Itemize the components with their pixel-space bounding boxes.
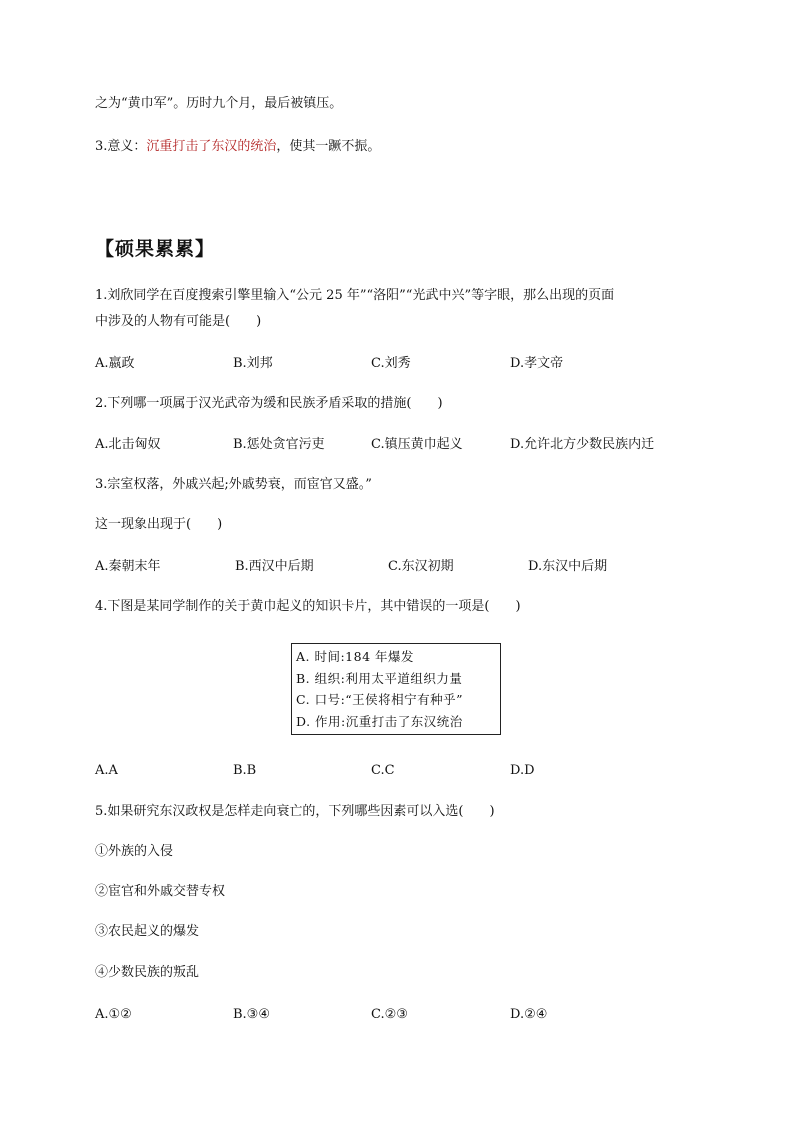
card-line-b: B. 组织:利用太平道组织力量 [296,670,463,686]
significance-line [95,138,380,156]
q3-option-d: D.东汉中后期 [528,559,608,574]
q4-stem: 4.下图是某同学制作的关于黄巾起义的知识卡片，其中错误的一项是( ) [95,599,521,614]
significance-prefix: 3.意义： [95,139,147,154]
q4-option-c: C.C [371,763,395,778]
q5-stem: 5.如果研究东汉政权是怎样走向衰亡的，下列哪些因素可以入选( ) [95,804,495,819]
q5-option-c: C.②③ [371,1007,408,1022]
q5-item-1: ①外族的入侵 [95,844,174,859]
q3-option-a: A.秦朝末年 [95,559,161,574]
q1-stem-line1: 1.刘欣同学在百度搜索引擎里输入“公元 25 年”“洛阳”“光武中兴”等字眼，那么出现的页面 [95,288,615,303]
q4-option-b: B.B [233,763,257,778]
q1-option-b: B.刘邦 [233,356,273,371]
q5-option-b: B.③④ [233,1007,270,1022]
knowledge-card [291,643,501,735]
q4-option-a: A.A [95,763,118,778]
intro-line: 之为“黄巾军”。历时九个月，最后被镇压。 [95,96,343,111]
q3-stem-line1: 3.宗室权落，外戚兴起;外戚势衰，而宦官又盛。” [95,477,372,492]
q3-option-b: B.西汉中后期 [235,559,314,574]
q2-option-a: A.北击匈奴 [95,437,161,452]
q4-option-d: D.D [510,763,535,778]
significance-highlight: 沉重打击了东汉的统治 [146,139,277,154]
q1-option-d: D.孝文帝 [510,356,564,371]
section-title: 【硕果累累】 [95,238,216,260]
q1-option-a: A.嬴政 [95,356,135,371]
q5-option-d: D.②④ [510,1007,548,1022]
q2-option-b: B.惩处贪官污吏 [233,437,325,452]
q2-option-c: C.镇压黄巾起义 [371,437,463,452]
q2-option-d: D.允许北方少数民族内迁 [510,437,655,452]
q5-item-2: ②宦官和外戚交替专权 [95,884,226,899]
q3-stem-line2: 这一现象出现于( ) [95,517,223,532]
q5-item-4: ④少数民族的叛乱 [95,965,200,980]
card-line-c: C. 口号:“王侯将相宁有种乎” [296,692,464,707]
q5-option-a: A.①② [95,1007,132,1022]
q2-stem: 2.下列哪一项属于汉光武帝为缓和民族矛盾采取的措施( ) [95,396,443,411]
q3-option-c: C.东汉初期 [388,559,454,574]
q1-option-c: C.刘秀 [371,356,411,371]
q5-item-3: ③农民起义的爆发 [95,924,200,939]
card-line-a: A. 时间:184 年爆发 [296,649,415,664]
card-line-d: D. 作用:沉重打击了东汉统治 [296,713,463,729]
significance-suffix: ，使其一蹶不振。 [276,139,381,154]
q1-stem-line2: 中涉及的人物有可能是( ) [95,314,262,329]
